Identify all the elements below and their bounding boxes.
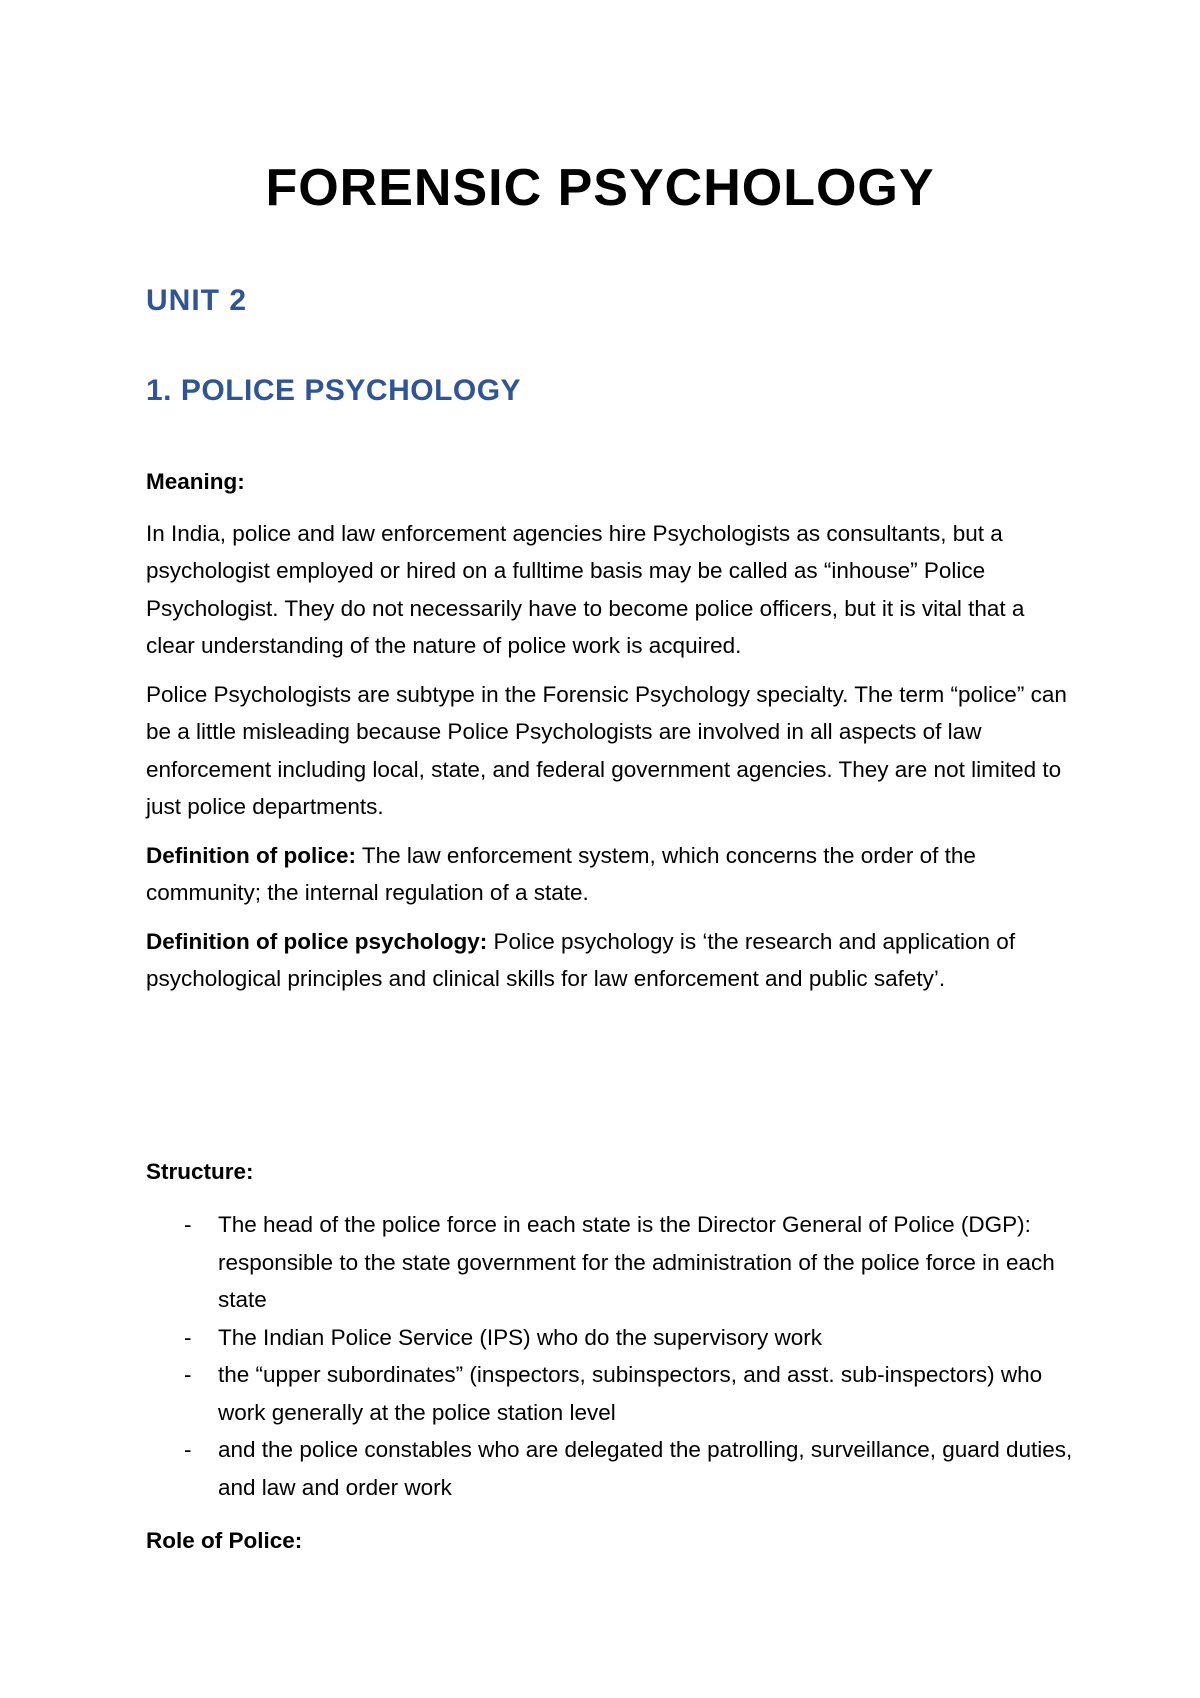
bullet-dash: - (184, 1324, 192, 1350)
section-heading: 1. POLICE PSYCHOLOGY (146, 374, 522, 407)
bullet-dash: - (184, 1212, 192, 1237)
list-item-text: and the police constables who are delegated the patrolling, surveillance, guard duties, and law and order work (218, 1437, 1073, 1500)
definition-police-psychology-label: Definition of police psychology: (146, 928, 488, 954)
list-item (146, 1431, 1076, 1506)
definition-police-label: Definition of police: (146, 842, 356, 868)
meaning-label: Meaning: (146, 469, 245, 494)
list-item-text: the “upper subordinates” (inspectors, subinspectors, and asst. sub-inspectors) who work generally at the police station level (218, 1362, 1043, 1425)
bullet-dash: - (184, 1362, 192, 1387)
meaning-paragraph-1: In India, police and law enforcement agencies hire Psychologists as consultants, but a psychologist employed or hired on a fulltime basis may be called as “inhouse” Police Psychologist. They do not necessarily have to become police officers, but it is vital that a clear understanding of the nature of police work is acquired. (146, 520, 1025, 658)
definition-police-paragraph (146, 837, 1076, 912)
list-item (146, 1319, 1076, 1357)
bullet-dash: - (184, 1437, 192, 1462)
structure-label: Structure: (146, 1159, 254, 1184)
unit-heading: UNIT 2 (146, 284, 248, 317)
definition-police-psychology-text: Police psychology is ‘the research and application of psychological principles and clinical skills for law enforcement and public safety’. (146, 928, 1016, 991)
document-title: FORENSIC PSYCHOLOGY (265, 159, 935, 217)
meaning-paragraph-2: Police Psychologists are subtype in the Forensic Psychology specialty. The term “police” can be a little misleading because Police Psychologists are involved in all aspects of law enforcement including local, state, and federal government agencies. They are not limited to just police departments. (146, 681, 1067, 819)
list-item (146, 1356, 1076, 1431)
list-item (146, 1206, 1076, 1319)
structure-list (146, 1206, 1076, 1506)
list-item-text: The head of the police force in each state is the Director General of Police (DGP): responsible to the state government for the administration of the police force in each state (218, 1212, 1055, 1312)
role-of-police-label: Role of Police: (146, 1528, 303, 1553)
list-item-text: The Indian Police Service (IPS) who do the supervisory work (218, 1324, 823, 1350)
definition-police-psychology-paragraph (146, 923, 1076, 998)
meaning-block (146, 463, 1076, 998)
definition-police-text: The law enforcement system, which concerns the order of the community; the internal regulation of a state. (146, 842, 976, 905)
